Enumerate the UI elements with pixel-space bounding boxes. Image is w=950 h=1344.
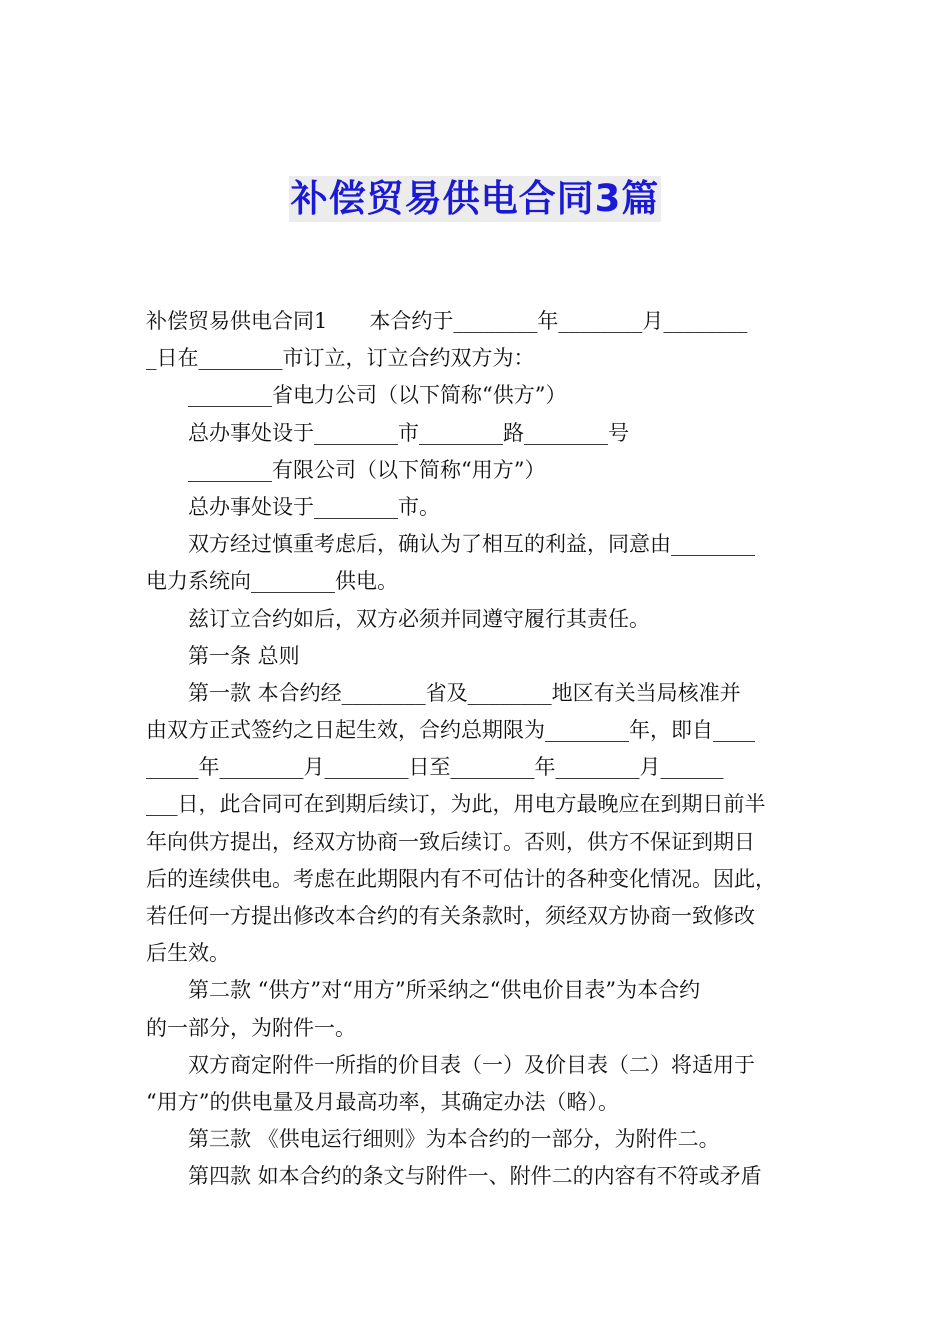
text-line: 后生效。 — [146, 941, 230, 966]
text-line: 的一部分，为附件一。 — [146, 1015, 356, 1040]
text-line: 双方经过慎重考虑后，确认为了相互的利益，同意由________ — [188, 532, 755, 557]
text-line: “用方”的供电量及月最高功率，其确定办法（略）。 — [146, 1089, 619, 1114]
text-line: 第一款 本合约经________省及________地区有关当局核准并 — [188, 680, 741, 705]
text-line: ________有限公司（以下简称“用方”） — [188, 457, 546, 482]
text-line: ________省电力公司（以下简称“供方”） — [188, 383, 567, 408]
title-container — [0, 176, 950, 222]
text-line: 兹订立合约如后，双方必须并同遵守履行其责任。 — [188, 606, 650, 631]
text-line: 若任何一方提出修改本合约的有关条款时，须经双方协商一致修改 — [146, 904, 755, 928]
text-line: 第四款 如本合约的条文与附件一、附件二的内容有不符或矛盾 — [188, 1164, 762, 1189]
document-title: 补偿贸易供电合同3篇 — [290, 177, 660, 220]
text-line: 第一条 总则 — [188, 643, 300, 668]
document-body — [146, 303, 816, 1196]
text-line: _____年________月________日至________年________月______ — [146, 755, 724, 780]
text-line: _日在________市订立，订立合约双方为： — [146, 346, 535, 371]
text-line: ___日，此合同可在到期后续订，为此，用电方最晚应在到期日前半 — [146, 792, 766, 817]
text-line: 年向供方提出，经双方协商一致后续订。否则，供方不保证到期日 — [146, 829, 755, 854]
text-line: 补偿贸易供电合同1 本合约于________年________月________ — [146, 309, 748, 333]
text-line: 总办事处设于________市。 — [188, 494, 440, 519]
text-line: 双方商定附件一所指的价目表（一）及价目表（二）将适用于 — [188, 1052, 755, 1077]
text-line: 电力系统向________供电。 — [146, 569, 398, 594]
text-line: 总办事处设于________市________路________号 — [188, 420, 629, 445]
text-line: 第三款 《供电运行细则》为本合约的一部分，为附件二。 — [188, 1127, 720, 1152]
text-line: 由双方正式签约之日起生效，合约总期限为________年，即自____ — [146, 718, 755, 743]
text-line: 后的连续供电。考虑在此期限内有不可估计的各种变化情况。因此， — [146, 866, 776, 891]
text-line: 第二款 “供方”对“用方”所采纳之“供电价目表”为本合约 — [188, 978, 701, 1003]
